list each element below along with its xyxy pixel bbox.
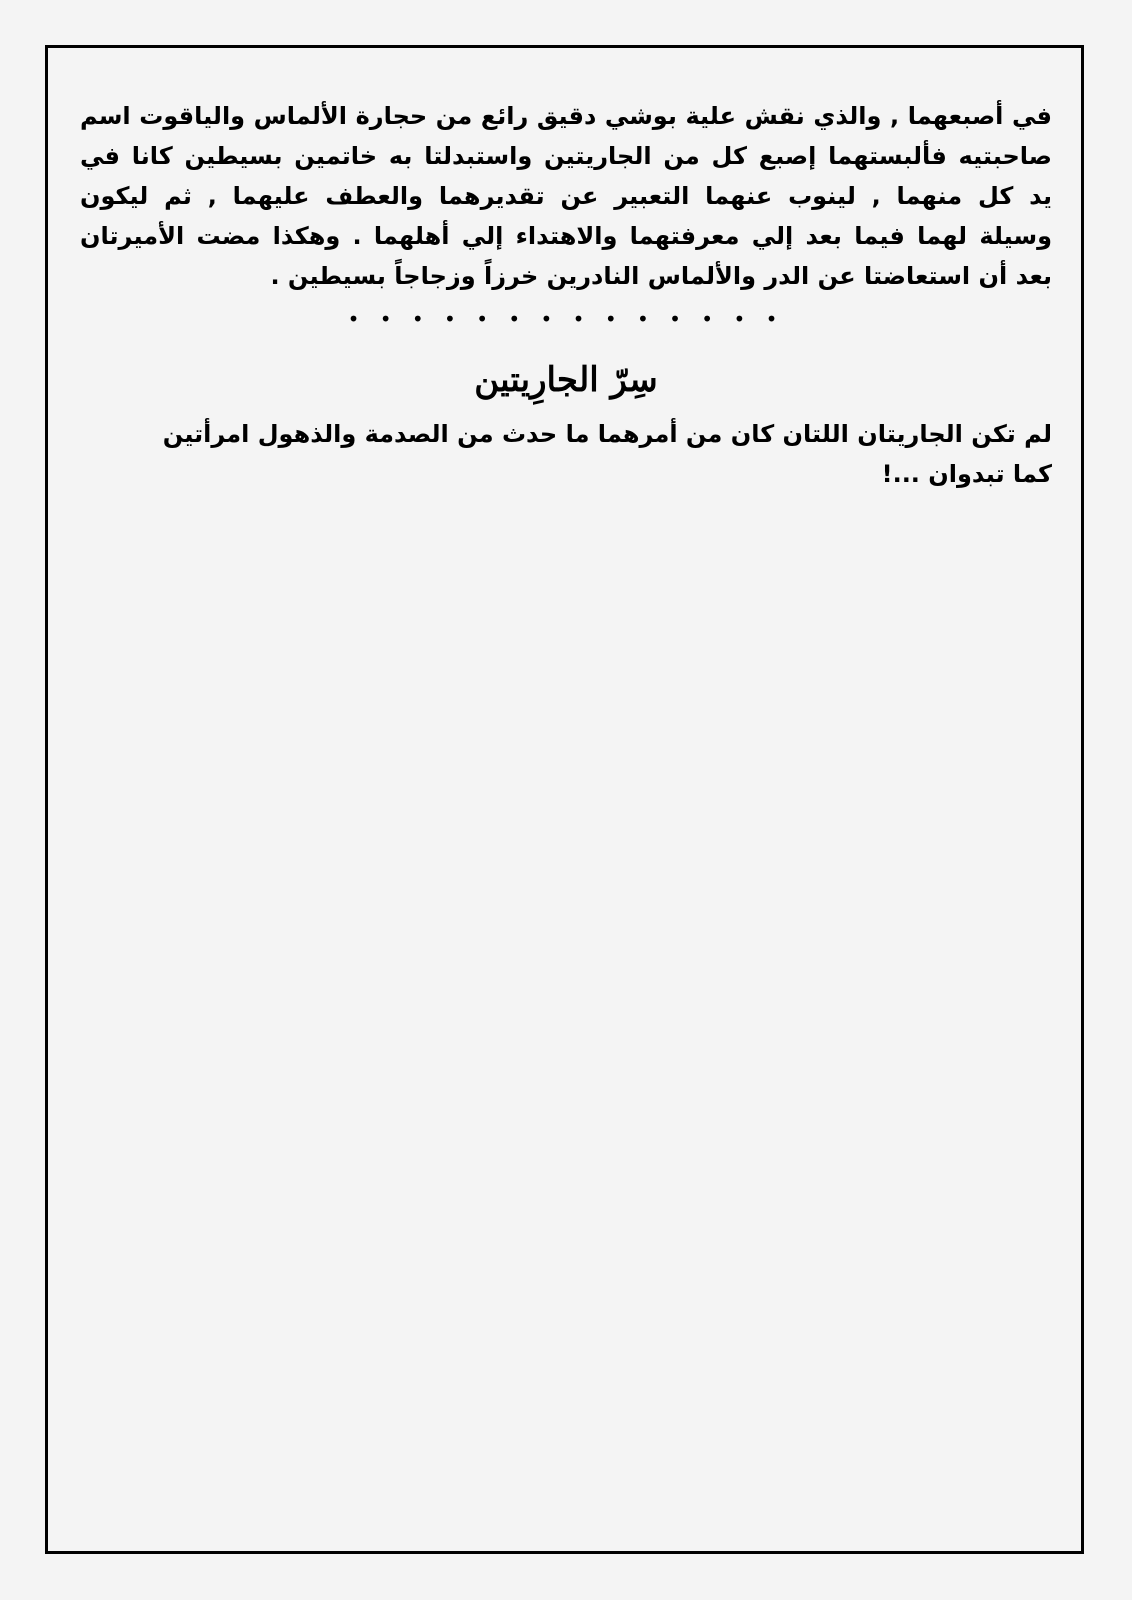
paragraph-line: يد كل منهما , لينوب عنهما التعبير عن تقديرهما والعطف عليهما , ثم ليكون [80, 182, 1052, 210]
paragraph-line: في أصبعهما , والذي نقش علية بوشي دقيق رائع من حجارة الألماس والياقوت اسم [80, 102, 1052, 130]
paragraph-line: وسيلة لهما فيما بعد إلي معرفتهما والاهتداء إلي أهلهما . وهكذا مضت الأميرتان [80, 222, 1052, 250]
document-content [80, 96, 1052, 494]
paragraph-line: بعد أن استعاضتا عن الدر والألماس النادرين خرزاً وزجاجاً بسيطين . [270, 262, 1052, 290]
paragraph-line: كما تبدوان ...! [881, 460, 1052, 488]
paragraph-line: صاحبتيه فألبستهما إصبع كل من الجاريتين واستبدلتا به خاتمين بسيطين كانا في [80, 142, 1052, 170]
section-title: سِرّ الجارِيتين [474, 360, 658, 400]
dot-separator: • • • • • • • • • • • • • • [347, 307, 785, 331]
paragraph-line: لم تكن الجاريتان اللتان كان من أمرهما ما حدث من الصدمة والذهول امرأتين [162, 420, 1052, 448]
paragraph-2 [80, 414, 1052, 494]
paragraph-1 [80, 96, 1052, 296]
